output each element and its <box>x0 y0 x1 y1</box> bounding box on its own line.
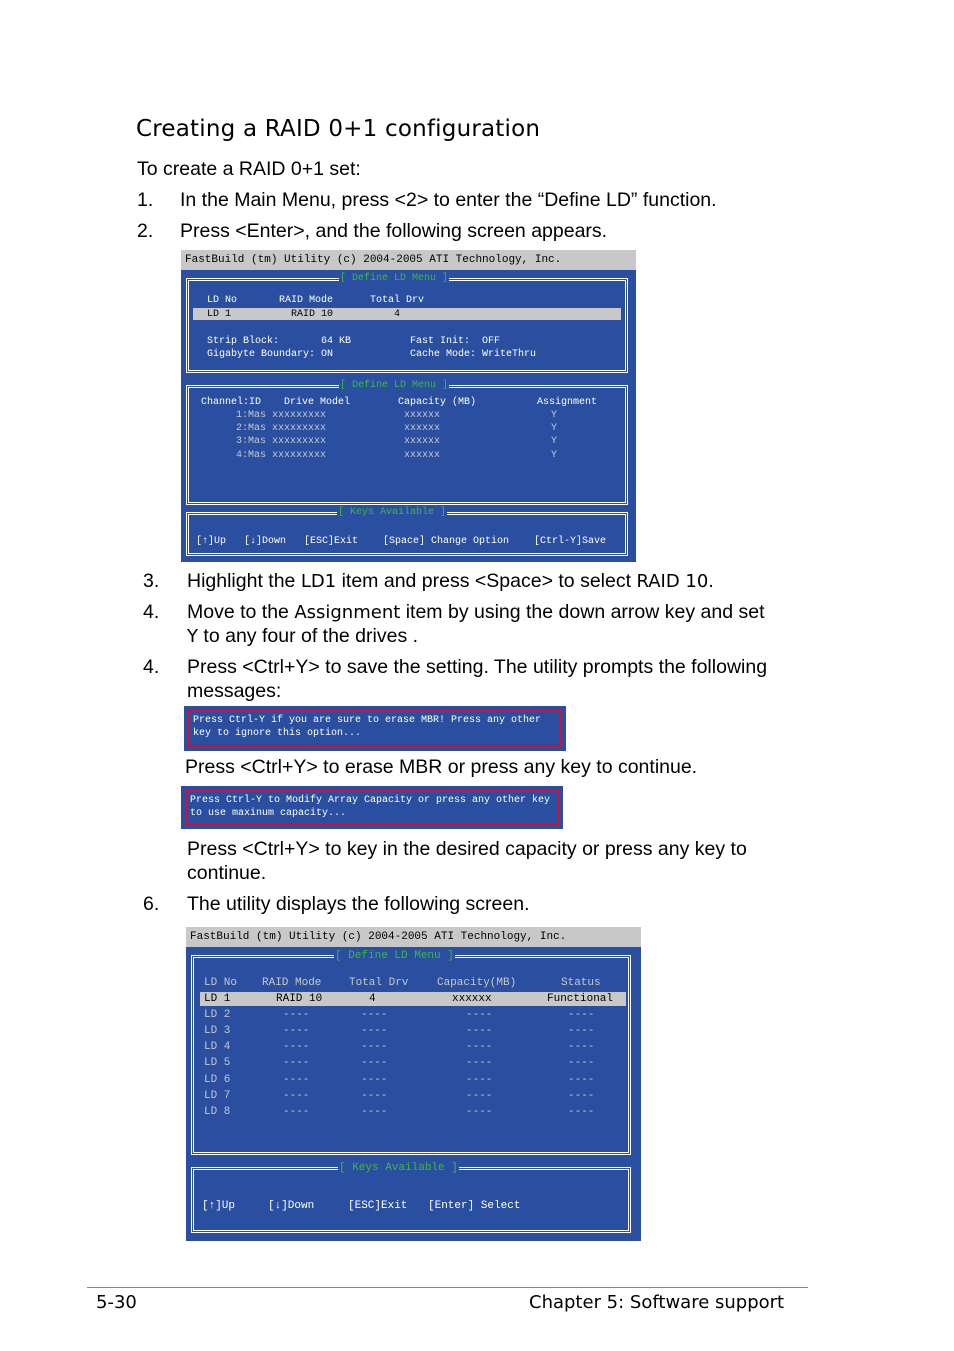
ld-row-8-status: ---- <box>568 1106 595 1118</box>
drive-4-id: 4:Mas <box>236 450 267 461</box>
hdr2-ld-no: LD No <box>204 977 238 989</box>
ld-row-4-mode: ---- <box>283 1041 310 1053</box>
row-raid-mode: RAID 10 <box>291 309 334 320</box>
fast-init[interactable]: Fast Init: OFF <box>410 336 501 347</box>
ld-row-4-status: ---- <box>568 1041 595 1053</box>
step-2-number: 2. <box>137 220 154 242</box>
step-4-emph-y: Y <box>187 626 198 647</box>
step-4-number: 4. <box>143 601 160 623</box>
key2-enter-select: [Enter] Select <box>428 1200 521 1212</box>
row-total-drv: 4 <box>394 309 401 320</box>
hdr-drive-model: Drive Model <box>284 397 351 408</box>
step-4-text-e: to any four of the drives . <box>198 625 419 647</box>
ld-row-2-mode: ---- <box>283 1009 310 1021</box>
drive-4-assignment[interactable]: Y <box>551 450 558 461</box>
step-3-text <box>187 569 714 594</box>
step-2-text: Press <Enter>, and the following screen appears. <box>180 220 608 242</box>
ld-row-6-ld[interactable]: LD 6 <box>204 1074 231 1086</box>
hdr2-raid-mode: RAID Mode <box>262 977 322 989</box>
hdr2-total-drv: Total Drv <box>349 977 409 989</box>
step-3-text-c: item and press <Space> to select <box>336 570 637 592</box>
hdr-channel-id: Channel:ID <box>201 397 262 408</box>
keys-available-box <box>186 507 628 556</box>
section-heading: Creating a RAID 0+1 configuration <box>136 116 541 142</box>
ld-row-2-capacity: ---- <box>466 1009 493 1021</box>
ld-row-3-capacity: ---- <box>466 1025 493 1037</box>
drive-2-id: 2:Mas <box>236 423 267 434</box>
drive-3-id: 3:Mas <box>236 436 267 447</box>
step-1-number: 1. <box>137 189 154 211</box>
hdr-assignment: Assignment <box>537 397 598 408</box>
drive-4-model: xxxxxxxxx <box>272 450 327 461</box>
drive-2-capacity: xxxxxx <box>404 423 441 434</box>
drive-1-id: 1:Mas <box>236 410 267 421</box>
page-number: 5-30 <box>96 1292 137 1313</box>
cache-mode[interactable]: Cache Mode: WriteThru <box>410 349 537 360</box>
step-4-emph-assignment: Assignment <box>294 602 401 623</box>
fastbuild-screen-1 <box>181 250 636 562</box>
define-ld-list-title: [ Define LD Menu ] <box>335 950 454 962</box>
key2-down: [↓]Down <box>268 1200 315 1212</box>
hdr2-status: Status <box>561 977 601 989</box>
ld-row-8-mode: ---- <box>283 1106 310 1118</box>
step-4-text-a: Move to the <box>187 601 295 623</box>
step-3-number: 3. <box>143 570 160 592</box>
modify-capacity-line2: to use maxinum capacity... <box>190 808 347 819</box>
key-space-change: [Space] Change Option <box>383 536 510 547</box>
ld-row-7-capacity: ---- <box>466 1090 493 1102</box>
ld-row-6-capacity: ---- <box>466 1074 493 1086</box>
ld-row-7-mode: ---- <box>283 1090 310 1102</box>
ld-row-5-mode: ---- <box>283 1057 310 1069</box>
fastbuild-screen-2 <box>186 927 641 1241</box>
ld-row-1-status: Functional <box>547 993 614 1005</box>
ld-row-8-capacity: ---- <box>466 1106 493 1118</box>
chapter-title: Chapter 5: Software support <box>529 1292 785 1313</box>
key2-up: [↑]Up <box>202 1200 236 1212</box>
ld-row-4-total: ---- <box>361 1041 388 1053</box>
ld-row-8-total: ---- <box>361 1106 388 1118</box>
drive-3-capacity: xxxxxx <box>404 436 441 447</box>
step-4-text-line2 <box>187 624 418 649</box>
step-6-text: The utility displays the following screen. <box>187 893 530 915</box>
ld-row-6-mode: ---- <box>283 1074 310 1086</box>
gigabyte-boundary[interactable]: Gigabyte Boundary: ON <box>207 349 334 360</box>
ld-row-3-total: ---- <box>361 1025 388 1037</box>
define-ld-menu-box-2 <box>186 380 628 505</box>
hdr-raid-mode: RAID Mode <box>279 295 334 306</box>
define-ld-list-box <box>191 950 631 1155</box>
ld-row-6-status: ---- <box>568 1074 595 1086</box>
key-ctrl-y-save: [Ctrl-Y]Save <box>534 536 607 547</box>
ld-row-3-status: ---- <box>568 1025 595 1037</box>
selected-row-highlight[interactable] <box>193 308 621 320</box>
after-msg1-text: Press <Ctrl+Y> to erase MBR or press any key to continue. <box>185 756 698 778</box>
hdr-capacity: Capacity (MB) <box>398 397 477 408</box>
hdr2-capacity: Capacity(MB) <box>437 977 517 989</box>
ld-row-3-mode: ---- <box>283 1025 310 1037</box>
erase-mbr-line2: key to ignore this option... <box>193 728 362 739</box>
strip-block[interactable]: Strip Block: 64 KB <box>207 336 352 347</box>
keys-available-box-2 <box>191 1162 631 1233</box>
row-ld-1: LD 1 <box>207 309 232 320</box>
drive-1-capacity: xxxxxx <box>404 410 441 421</box>
step-4-text-line1 <box>187 600 764 625</box>
ld-row-7-total: ---- <box>361 1090 388 1102</box>
ld-row-2-ld[interactable]: LD 2 <box>204 1009 231 1021</box>
ld-row-1-total: 4 <box>369 993 376 1005</box>
ld-row-8-ld[interactable]: LD 8 <box>204 1106 231 1118</box>
ld-row-1-capacity: xxxxxx <box>452 993 492 1005</box>
ld-row-7-ld[interactable]: LD 7 <box>204 1090 231 1102</box>
after-msg2-line2: continue. <box>187 862 267 884</box>
step-4-text-c: item by using the down arrow key and set <box>400 601 765 623</box>
ld-row-5-total: ---- <box>361 1057 388 1069</box>
drive-3-model: xxxxxxxxx <box>272 436 327 447</box>
screen-1-titlebar: FastBuild (tm) Utility (c) 2004-2005 ATI Technology, Inc. <box>181 250 636 270</box>
define-ld-menu-title-1: [ Define LD Menu ] <box>340 273 449 284</box>
drive-1-assignment[interactable]: Y <box>551 410 558 421</box>
ld-row-5-status: ---- <box>568 1057 595 1069</box>
ld-row-3-ld[interactable]: LD 3 <box>204 1025 231 1037</box>
drive-4-capacity: xxxxxx <box>404 450 441 461</box>
ld-row-1-mode: RAID 10 <box>276 993 323 1005</box>
screen-2-titlebar: FastBuild (tm) Utility (c) 2004-2005 ATI Technology, Inc. <box>186 927 641 947</box>
define-ld-menu-title-2: [ Define LD Menu ] <box>340 380 449 391</box>
step-3-emph-ld1: LD1 <box>300 571 337 592</box>
step-3-text-a: Highlight the <box>187 570 301 592</box>
drive-2-model: xxxxxxxxx <box>272 423 327 434</box>
ld-row-6-total: ---- <box>361 1074 388 1086</box>
ld-row-5-capacity: ---- <box>466 1057 493 1069</box>
key-esc-exit: [ESC]Exit <box>304 536 359 547</box>
ld-row-7-status: ---- <box>568 1090 595 1102</box>
step-3-text-e: . <box>708 570 714 592</box>
step-4b-line2: messages: <box>187 680 282 702</box>
intro-text: To create a RAID 0+1 set: <box>137 158 361 180</box>
drive-1-model: xxxxxxxxx <box>272 410 327 421</box>
key-up: [↑]Up <box>196 536 227 547</box>
key2-esc-exit: [ESC]Exit <box>348 1200 408 1212</box>
erase-mbr-line1: Press Ctrl-Y if you are sure to erase MBR! Press any other <box>193 715 542 726</box>
define-ld-menu-box-1 <box>186 273 628 373</box>
keys-available-title: [ Keys Available ] <box>338 507 447 518</box>
erase-mbr-dialog <box>184 706 566 751</box>
modify-capacity-line1: Press Ctrl-Y to Modify Array Capacity or press any other key <box>190 795 551 806</box>
step-6-number: 6. <box>143 893 160 915</box>
step-4b-line1: Press <Ctrl+Y> to save the setting. The utility prompts the following <box>187 656 768 678</box>
ld-row-2-status: ---- <box>568 1009 595 1021</box>
footer-rule <box>87 1287 808 1288</box>
modify-capacity-dialog <box>181 786 563 829</box>
drive-3-assignment[interactable]: Y <box>551 436 558 447</box>
step-4b-number: 4. <box>143 656 160 678</box>
ld-row-4-ld[interactable]: LD 4 <box>204 1041 231 1053</box>
ld-row-4-capacity: ---- <box>466 1041 493 1053</box>
ld-row-1-ld: LD 1 <box>204 993 231 1005</box>
key-down: [↓]Down <box>244 536 287 547</box>
ld-row-2-total: ---- <box>361 1009 388 1021</box>
hdr-ld-no: LD No <box>207 295 238 306</box>
ld-row-5-ld[interactable]: LD 5 <box>204 1057 231 1069</box>
hdr-total-drv: Total Drv <box>370 295 425 306</box>
drive-2-assignment[interactable]: Y <box>551 423 558 434</box>
step-1-text: In the Main Menu, press <2> to enter the “Define LD” function. <box>180 189 717 211</box>
after-msg2-line1: Press <Ctrl+Y> to key in the desired capacity or press any key to <box>187 838 747 860</box>
step-3-emph-raid10: RAID 10 <box>636 571 709 592</box>
keys-available-title-2: [ Keys Available ] <box>339 1162 458 1174</box>
